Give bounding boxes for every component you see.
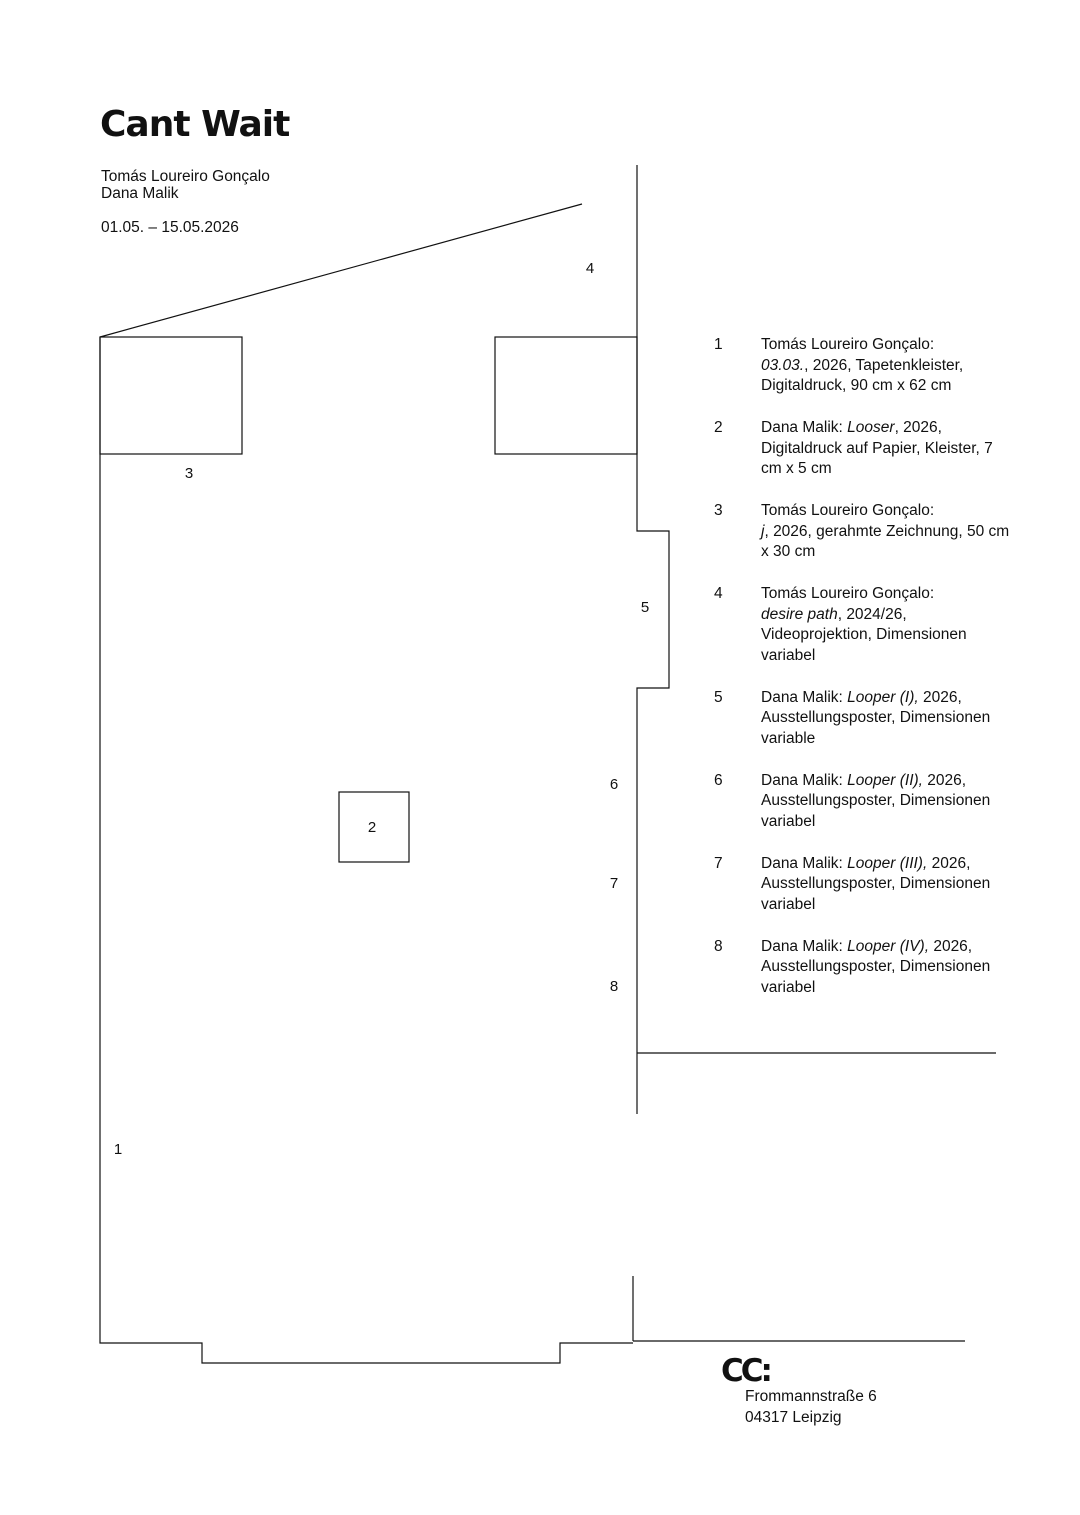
right-wall [637, 165, 669, 1114]
legend-text [761, 688, 1014, 750]
legend-details: 2026, Ausstellungsposter, Dimensionen variabel [761, 771, 991, 830]
legend-item [714, 418, 1014, 480]
legend-artist: Dana Malik: [761, 771, 843, 789]
legend-text [761, 854, 1014, 916]
legend-number: 6 [714, 771, 723, 789]
address-street: Frommannstraße 6 [745, 1388, 877, 1405]
legend-item [714, 854, 1014, 916]
legend-details: , 2026, Tapetenkleister, Digitaldruck, 90 cm x 62 cm [761, 356, 964, 394]
plan-marker-3: 3 [184, 465, 194, 482]
legend-number: 8 [714, 937, 723, 955]
plan-marker-8: 8 [609, 978, 619, 995]
legend-text [761, 501, 1014, 563]
address-city: 04317 Leipzig [745, 1409, 842, 1426]
legend-text [761, 418, 1014, 480]
legend-artist: Tomás Loureiro Gonçalo: [761, 502, 935, 519]
legend-text [761, 771, 1014, 833]
exhibition-title: Cant Wait [100, 104, 290, 145]
legend-number: 3 [714, 502, 723, 519]
artwork-3-frame [100, 337, 242, 454]
legend-details: 2026, Ausstellungsposter, Dimensionen variabel [761, 854, 991, 913]
legend-number: 4 [714, 585, 723, 602]
legend-work-title: j [761, 522, 765, 540]
legend-work-title: Looper (I), [847, 688, 919, 706]
legend-artist: Tomás Loureiro Gonçalo: [761, 585, 935, 602]
legend-work-title: Looser [847, 419, 895, 436]
left-wall [100, 337, 633, 1363]
legend-number: 2 [714, 419, 723, 436]
plan-marker-1: 1 [113, 1141, 123, 1158]
artist-name: Dana Malik [101, 185, 179, 202]
legend-text [761, 937, 1014, 999]
venue-logo: CC: [721, 1353, 770, 1389]
legend-artist: Dana Malik: [761, 854, 843, 872]
legend-details: 2026, Ausstellungsposter, Dimensionen variabel [761, 937, 991, 996]
plan-marker-5: 5 [640, 599, 650, 616]
plan-marker-2: 2 [367, 819, 377, 836]
legend-item [714, 584, 1014, 666]
artwork-legend [714, 335, 1014, 1020]
legend-artist: Dana Malik: [761, 419, 843, 436]
legend-work-title: 03.03. [761, 356, 805, 374]
plan-marker-7: 7 [609, 875, 619, 892]
legend-work-title: Looper (III), [847, 854, 928, 872]
legend-number: 7 [714, 854, 723, 872]
legend-artist: Dana Malik: [761, 688, 843, 706]
legend-item [714, 937, 1014, 999]
legend-artist: Dana Malik: [761, 937, 843, 955]
exhibition-dates: 01.05. – 15.05.2026 [101, 219, 239, 236]
legend-item [714, 501, 1014, 563]
legend-details: , 2026, Digitaldruck auf Papier, Kleister, 7 cm x 5 cm [761, 419, 993, 477]
legend-details: , 2026, gerahmte Zeichnung, 50 cm x 30 cm [761, 522, 1010, 560]
legend-details: 2026, Ausstellungsposter, Dimensionen variable [761, 688, 991, 747]
legend-artist: Tomás Loureiro Gonçalo: [761, 336, 935, 353]
artist-name: Tomás Loureiro Gonçalo [101, 168, 270, 185]
legend-item [714, 688, 1014, 750]
legend-text [761, 584, 1014, 666]
legend-work-title: Looper (IV), [847, 937, 930, 955]
plan-marker-6: 6 [609, 776, 619, 793]
legend-work-title: desire path [761, 605, 838, 623]
legend-number: 5 [714, 688, 723, 706]
plan-marker-4: 4 [585, 260, 595, 277]
legend-item [714, 771, 1014, 833]
artwork-4-frame [495, 337, 637, 454]
projection-line [100, 204, 582, 337]
legend-work-title: Looper (II), [847, 771, 923, 789]
legend-number: 1 [714, 336, 723, 353]
legend-text [761, 335, 1014, 397]
legend-details: , 2024/26, Videoprojektion, Dimensionen variabel [761, 605, 967, 664]
legend-item [714, 335, 1014, 397]
